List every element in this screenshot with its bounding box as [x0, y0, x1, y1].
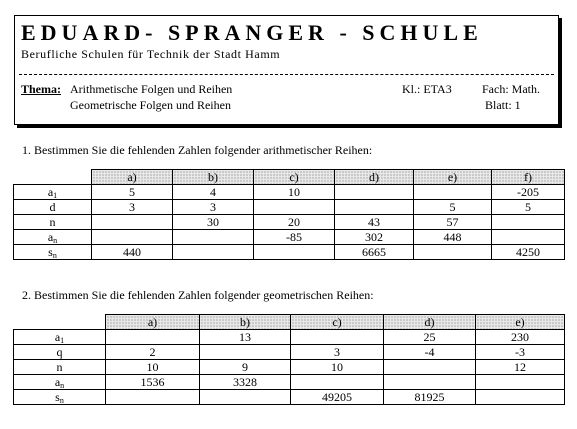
table-cell	[335, 200, 414, 215]
table-cell: 6665	[335, 245, 414, 260]
table-cell	[291, 375, 384, 390]
table-cell: 3	[173, 200, 254, 215]
row-variable: n	[56, 360, 63, 374]
table-cell: 4	[173, 185, 254, 200]
row-subscript: n	[60, 381, 65, 390]
table-cell: 230	[476, 330, 565, 345]
table-header-row	[14, 170, 565, 185]
table-cell: 81925	[384, 390, 476, 405]
table-corner	[14, 315, 106, 330]
row-variable: a	[47, 230, 54, 244]
row-variable: s	[48, 245, 53, 259]
thema-line-1: Arithmetische Folgen und Reihen	[70, 82, 233, 96]
table-row	[14, 200, 565, 215]
row-label	[14, 200, 92, 215]
table-cell: -4	[384, 345, 476, 360]
row-label	[14, 185, 92, 200]
row-label	[14, 245, 92, 260]
thema-label: Thema:	[21, 82, 61, 96]
table-cell: 12	[476, 360, 565, 375]
column-header: e)	[476, 315, 565, 330]
table-cell: 3	[92, 200, 173, 215]
table-cell: 3	[291, 345, 384, 360]
table-cell: -205	[492, 185, 565, 200]
table-cell	[254, 200, 335, 215]
row-label	[14, 390, 106, 405]
table-cell: 440	[92, 245, 173, 260]
class-info: Kl.: ETA3	[402, 82, 452, 96]
table-cell: 302	[335, 230, 414, 245]
table-cell	[414, 185, 492, 200]
table-cell: 2	[106, 345, 200, 360]
column-header: a)	[106, 315, 200, 330]
table-cell	[106, 330, 200, 345]
task1-title: 1. Bestimmen Sie die fehlenden Zahlen folgender arithmetischer Reihen:	[22, 143, 373, 157]
table-cell	[414, 245, 492, 260]
column-header: e)	[414, 170, 492, 185]
row-label	[14, 215, 92, 230]
table-cell	[384, 375, 476, 390]
table-corner	[14, 170, 92, 185]
table-row	[14, 245, 565, 260]
table-row	[14, 185, 565, 200]
table-cell: 20	[254, 215, 335, 230]
row-variable: d	[49, 200, 56, 214]
geometric-table	[13, 314, 565, 405]
table-cell	[106, 390, 200, 405]
table-cell	[384, 360, 476, 375]
row-variable: n	[49, 215, 56, 229]
column-header: c)	[254, 170, 335, 185]
table-cell	[492, 230, 565, 245]
school-name: EDUARD- SPRANGER - SCHULE	[21, 20, 483, 45]
thema-line-2: Geometrische Folgen und Reihen	[70, 98, 231, 112]
column-header: a)	[92, 170, 173, 185]
table-cell: 9	[200, 360, 291, 375]
row-subscript: n	[52, 251, 57, 260]
column-header: d)	[335, 170, 414, 185]
table-cell: 43	[335, 215, 414, 230]
row-label	[14, 330, 106, 345]
table-row	[14, 390, 565, 405]
table-cell: 57	[414, 215, 492, 230]
table-cell: 5	[92, 185, 173, 200]
table-cell	[173, 230, 254, 245]
table-cell	[92, 215, 173, 230]
table-cell: 1536	[106, 375, 200, 390]
table-header-row	[14, 315, 565, 330]
table-cell: 10	[106, 360, 200, 375]
table-cell: 49205	[291, 390, 384, 405]
column-header: d)	[384, 315, 476, 330]
table-cell: 5	[492, 200, 565, 215]
table-row	[14, 360, 565, 375]
table-cell: 10	[291, 360, 384, 375]
row-variable: a	[47, 185, 54, 199]
table-cell	[476, 375, 565, 390]
table-row	[14, 230, 565, 245]
table-cell	[200, 390, 291, 405]
task2-title: 2. Bestimmen Sie die fehlenden Zahlen folgender geometrischen Reihen:	[22, 288, 374, 302]
row-subscript: n	[59, 396, 64, 405]
row-variable: a	[54, 375, 61, 389]
header-box	[14, 15, 559, 125]
row-label	[14, 375, 106, 390]
row-subscript: n	[53, 236, 58, 245]
table-row	[14, 375, 565, 390]
arithmetic-table	[13, 169, 565, 260]
row-label	[14, 230, 92, 245]
table-cell: 25	[384, 330, 476, 345]
table-cell	[254, 245, 335, 260]
table-cell: 3328	[200, 375, 291, 390]
sheet-info: Blatt: 1	[485, 98, 521, 112]
table-cell: 448	[414, 230, 492, 245]
header-divider	[19, 74, 554, 75]
table-cell	[173, 245, 254, 260]
row-variable: a	[54, 330, 61, 344]
table-cell: -85	[254, 230, 335, 245]
table-cell: -3	[476, 345, 565, 360]
table-cell: 10	[254, 185, 335, 200]
table-cell	[492, 215, 565, 230]
table-cell: 4250	[492, 245, 565, 260]
table-cell	[476, 390, 565, 405]
column-header: b)	[173, 170, 254, 185]
table-cell: 30	[173, 215, 254, 230]
subject-info: Fach: Math.	[482, 82, 540, 96]
row-label	[14, 345, 106, 360]
table-cell	[291, 330, 384, 345]
table-cell: 13	[200, 330, 291, 345]
table-row	[14, 215, 565, 230]
row-variable: q	[56, 345, 63, 359]
table-cell	[335, 185, 414, 200]
column-header: c)	[291, 315, 384, 330]
table-row	[14, 345, 565, 360]
row-subscript: 1	[53, 191, 58, 200]
row-label	[14, 360, 106, 375]
table-row	[14, 330, 565, 345]
row-variable: s	[55, 390, 60, 404]
column-header: f)	[492, 170, 565, 185]
table-cell	[92, 230, 173, 245]
column-header: b)	[200, 315, 291, 330]
school-subtitle: Berufliche Schulen für Technik der Stadt Hamm	[21, 47, 281, 61]
table-cell	[200, 345, 291, 360]
table-cell: 5	[414, 200, 492, 215]
row-subscript: 1	[60, 336, 65, 345]
